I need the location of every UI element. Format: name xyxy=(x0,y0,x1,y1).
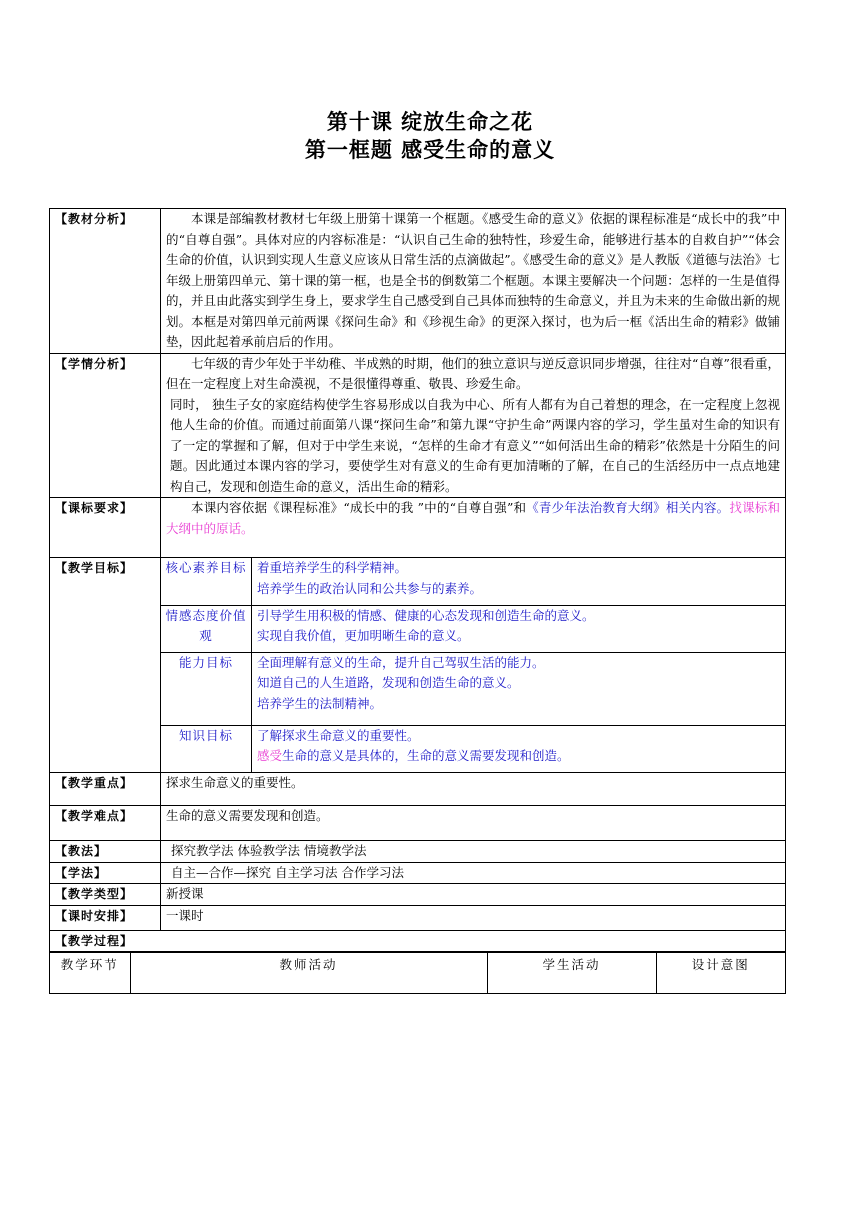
row-key-point xyxy=(50,773,786,806)
lesson-type-text: 新授课 xyxy=(161,884,786,906)
goal-name-core: 核心素养目标 xyxy=(161,558,252,605)
goal-text-core xyxy=(252,558,786,605)
goal-line: 了解探求生命意义的重要性。 xyxy=(257,727,420,743)
learning-method-text: 自主—合作—探究 自主学习法 合作学习法 xyxy=(161,862,786,884)
goal-name-ability: 能力目标 xyxy=(161,652,252,725)
row-teaching-process xyxy=(50,930,786,952)
class-hours-text: 一课时 xyxy=(161,905,786,930)
goal-row-knowledge xyxy=(161,725,785,772)
label-difficulty: 【教学难点】 xyxy=(50,806,161,841)
student-analysis-para2: 同时， 独生子女的家庭结构使学生容易形成以自我为中心、所有人都有为自己着想的理念，在一定程度上忽视他人生命的价值。而通过前面第八课“探问生命”和第九课“守护生命”两课内容的学习，学生虽对生命的知识有了一定的掌握和了解，但对于中学生来说，“怎样的生命才有意义”“如何活出生命的精彩”依然是十分陌生的问题。因此通过本课内容的学习，要使学生对有意义的生命有更加清晰的了解，在自己的生活经历中一点点地建构自己，发现和创造生命的意义，活出生命的精彩。 xyxy=(170,396,780,494)
label-textbook-analysis: 【教材分析】 xyxy=(50,209,161,354)
goal-name-knowledge: 知识目标 xyxy=(161,725,252,772)
row-teaching-method xyxy=(50,841,786,863)
label-curriculum-standard: 【课标要求】 xyxy=(50,498,161,558)
key-point-text: 探求生命意义的重要性。 xyxy=(161,773,786,806)
goal-text-ability xyxy=(252,652,786,725)
lesson-plan-table xyxy=(49,208,786,994)
curriculum-outline-ref: 《青少年法治教育大纲》相关内容。 xyxy=(526,500,730,515)
goal-line: 引导学生用积极的情感、健康的心态发现和创造生命的意义。 xyxy=(257,607,595,623)
row-lesson-type xyxy=(50,884,786,906)
label-teaching-method: 【教法】 xyxy=(50,841,161,863)
section-title: 第一框题 感受生命的意义 xyxy=(304,138,556,162)
goal-line xyxy=(257,746,780,767)
header-design-intent: 设计意图 xyxy=(656,953,785,993)
goal-name-emotion: 情感态度价值观 xyxy=(161,605,252,652)
goal-line: 培养学生的政治认同和公共参与的素养。 xyxy=(257,580,483,596)
label-student-analysis: 【学情分析】 xyxy=(50,353,161,498)
header-teacher-activity: 教师活动 xyxy=(130,953,487,993)
process-header-row xyxy=(50,953,785,993)
goal-line: 着重培养学生的科学精神。 xyxy=(257,560,408,575)
row-class-hours xyxy=(50,905,786,930)
goal-line: 知道自己的人生道路，发现和创造生命的意义。 xyxy=(257,675,520,690)
label-teaching-process: 【教学过程】 xyxy=(50,930,786,952)
curriculum-note: 找课标和大纲中的原话。 xyxy=(166,500,780,536)
goal-line: 全面理解有意义的生命，提升自己驾驭生活的能力。 xyxy=(257,654,545,670)
row-textbook-analysis xyxy=(50,209,786,354)
header-stage: 教学环节 xyxy=(50,953,130,993)
goal-text-emotion xyxy=(252,605,786,652)
goal-line-highlight: 感受 xyxy=(257,748,283,763)
teaching-method-text: 探究教学法 体验教学法 情境教学法 xyxy=(161,841,786,863)
goal-line: 实现自我价值，更加明晰生命的意义。 xyxy=(257,628,470,643)
label-key-point: 【教学重点】 xyxy=(50,773,161,806)
student-analysis-cell xyxy=(161,353,786,498)
row-student-analysis xyxy=(50,353,786,498)
goal-row-core xyxy=(161,558,785,605)
row-process-headers xyxy=(50,952,786,994)
goal-line-rest: 生命的意义是具体的，生命的意义需要发现和创造。 xyxy=(282,748,570,763)
textbook-analysis-text: 本课是部编教材教材七年级上册第十课第一个框题。《感受生命的意义》依据的课程标准是“成长中的我”中的“自尊自强”。具体对应的内容标准是：“认识自己生命的独特性，珍爱生命，能够进行基本的自救自护”“体会生命的价值，认识到实现人生意义应该从日常生活的点滴做起”。《感受生命的意义》是人教版《道德与法治》七年级上册第四单元、第十课的第一框，也是全书的倒数第二个框题。本课主要解决一个问题：怎样的一生是值得的，并且由此落实到学生身上，要求学生自己感受到自己具体而独特的生命意义，并且为未来的生命做出新的规划。本框是对第四单元前两课《探问生命》和《珍视生命》的更深入探讨，也为后一框《活出生命的精彩》做铺垫，因此起着承前启后的作用。 xyxy=(161,209,786,354)
process-header-cell xyxy=(50,952,786,994)
row-difficulty xyxy=(50,806,786,841)
goal-text-knowledge xyxy=(252,725,786,772)
process-header-table xyxy=(50,952,785,993)
difficulty-text: 生命的意义需要发现和创造。 xyxy=(161,806,786,841)
student-analysis-para1: 七年级的青少年处于半幼稚、半成熟的时期，他们的独立意识与逆反意识同步增强，往往对“自尊”很看重，但在一定程度上对生命漠视，不是很懂得尊重、敬畏、珍爱生命。 xyxy=(166,355,780,391)
curriculum-standard-text: 本课内容依据《课程标准》“成长中的我 ”中的“自尊自强”和 xyxy=(191,500,527,515)
curriculum-standard-cell xyxy=(161,498,786,558)
label-learning-method: 【学法】 xyxy=(50,862,161,884)
header-student-activity: 学生活动 xyxy=(487,953,656,993)
goal-row-emotion xyxy=(161,605,785,652)
goal-row-ability xyxy=(161,652,785,725)
goal-line: 培养学生的法制精神。 xyxy=(257,695,383,711)
row-curriculum-standard xyxy=(50,498,786,558)
goals-subtable xyxy=(161,558,785,772)
label-lesson-type: 【教学类型】 xyxy=(50,884,161,906)
label-class-hours: 【课时安排】 xyxy=(50,905,161,930)
row-learning-method xyxy=(50,862,786,884)
row-teaching-goals xyxy=(50,558,786,773)
lesson-title: 第十课 绽放生命之花 xyxy=(326,110,534,134)
teaching-goals-cell xyxy=(161,558,786,773)
label-teaching-goals: 【教学目标】 xyxy=(50,558,161,773)
